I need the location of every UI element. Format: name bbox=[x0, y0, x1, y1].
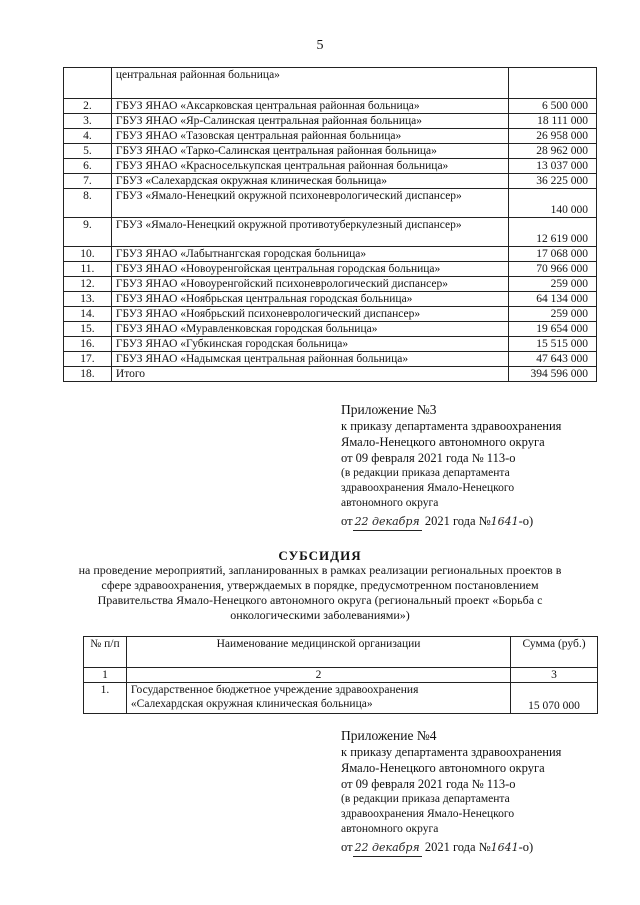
row-num: 18. bbox=[64, 367, 112, 382]
row-name: ГБУЗ ЯНАО «Ноябрьский психоневрологический диспансер» bbox=[111, 307, 508, 322]
row-sum: 36 225 000 bbox=[508, 174, 596, 189]
appendix-4-line: к приказу департамента здравоохранения bbox=[341, 745, 562, 759]
appendix-3-line: к приказу департамента здравоохранения bbox=[341, 419, 562, 433]
table-row bbox=[64, 174, 597, 189]
row-num: 11. bbox=[64, 262, 112, 277]
row-name: ГБУЗ ЯНАО «Лабытнангская городская больница» bbox=[111, 247, 508, 262]
table-body bbox=[64, 68, 597, 382]
handwritten-date: 22 декабря bbox=[353, 514, 422, 531]
row-sum: 18 111 000 bbox=[508, 114, 596, 129]
appendix-3-line: автономного округа bbox=[341, 497, 439, 509]
row-name: ГБУЗ ЯНАО «Губкинская городская больница» bbox=[111, 337, 508, 352]
date-mid: 2021 года № bbox=[424, 514, 491, 528]
date-suffix: -о) bbox=[518, 840, 534, 854]
table-row bbox=[64, 337, 597, 352]
row-name: ГБУЗ «Ямало-Ненецкий окружной противотуберкулезный диспансер» bbox=[111, 218, 508, 247]
subsidy-description-line: онкологическими заболеваниями») bbox=[230, 608, 410, 622]
appendix-3-line: (в редакции приказа департамента bbox=[341, 467, 510, 479]
table-row bbox=[64, 247, 597, 262]
appendix-3-date bbox=[341, 513, 561, 531]
row-sum: 15 070 000 bbox=[511, 683, 598, 714]
row-sum: 13 037 000 bbox=[508, 159, 596, 174]
subsidy-heading: СУБСИДИЯ bbox=[278, 548, 362, 563]
handwritten-number: 1641 bbox=[490, 515, 519, 528]
table-header-row bbox=[84, 637, 598, 668]
row-num: 8. bbox=[64, 189, 112, 218]
row-sum: 70 966 000 bbox=[508, 262, 596, 277]
appendix-3-block bbox=[341, 402, 561, 531]
table-row bbox=[64, 159, 597, 174]
header-sum: Сумма (руб.) bbox=[511, 637, 598, 668]
table-row bbox=[64, 307, 597, 322]
table-row bbox=[64, 114, 597, 129]
row-sum: 17 068 000 bbox=[508, 247, 596, 262]
row-num: 4. bbox=[64, 129, 112, 144]
row-num: 10. bbox=[64, 247, 112, 262]
row-num: 7. bbox=[64, 174, 112, 189]
row-sum: 12 619 000 bbox=[508, 218, 596, 247]
row-sum: 19 654 000 bbox=[508, 322, 596, 337]
row-sum: 26 958 000 bbox=[508, 129, 596, 144]
row-num: 6. bbox=[64, 159, 112, 174]
subsidy-table-continued bbox=[63, 67, 597, 382]
date-mid: 2021 года № bbox=[424, 840, 491, 854]
row-name: ГБУЗ ЯНАО «Новоуренгойский психоневрологический диспансер» bbox=[111, 277, 508, 292]
table-row bbox=[64, 262, 597, 277]
row-num: 14. bbox=[64, 307, 112, 322]
table-row bbox=[64, 322, 597, 337]
row-num: 15. bbox=[64, 322, 112, 337]
handwritten-date: 22 декабря bbox=[353, 840, 422, 857]
row-sum: 140 000 bbox=[508, 189, 596, 218]
subsidy-description-line: на проведение мероприятий, запланированных в рамках реализации региональных проектов в bbox=[78, 563, 562, 577]
appendix-4-block bbox=[341, 728, 561, 857]
appendix-4-line: Ямало-Ненецкого автономного округа bbox=[341, 761, 545, 775]
appendix-3-line: Ямало-Ненецкого автономного округа bbox=[341, 435, 545, 449]
subsidy-heading-block bbox=[30, 548, 610, 623]
appendix-4-line: здравоохранения Ямало-Ненецкого bbox=[341, 808, 515, 820]
subsidy-description-line: Правительства Ямало-Ненецкого автономного округа (региональный проект «Борьба с bbox=[97, 593, 543, 607]
row-num: 3. bbox=[64, 114, 112, 129]
index-cell: 2 bbox=[126, 668, 510, 683]
header-name: Наименование медицинской организации bbox=[126, 637, 510, 668]
row-sum: 64 134 000 bbox=[508, 292, 596, 307]
table-row bbox=[84, 683, 598, 714]
subsidy-table-appendix-3 bbox=[83, 636, 598, 714]
table-row bbox=[64, 367, 597, 382]
appendix-4-date bbox=[341, 839, 561, 857]
table-row bbox=[64, 189, 597, 218]
row-name-line: «Салехардская окружная клиническая больница» bbox=[130, 698, 373, 710]
row-num bbox=[64, 68, 112, 99]
date-suffix: -о) bbox=[518, 514, 534, 528]
index-cell: 1 bbox=[84, 668, 127, 683]
row-name: ГБУЗ «Ямало-Ненецкий окружной психоневрологический диспансер» bbox=[111, 189, 508, 218]
row-sum: 394 596 000 bbox=[508, 367, 596, 382]
appendix-4-line: автономного округа bbox=[341, 823, 439, 835]
row-name: ГБУЗ ЯНАО «Надымская центральная районная больница» bbox=[111, 352, 508, 367]
row-num: 9. bbox=[64, 218, 112, 247]
row-name: ГБУЗ ЯНАО «Красноселькупская центральная районная больница» bbox=[111, 159, 508, 174]
row-name: Итого bbox=[111, 367, 508, 382]
table-row bbox=[64, 352, 597, 367]
table-row bbox=[64, 277, 597, 292]
row-name: ГБУЗ ЯНАО «Муравленковская городская больница» bbox=[111, 322, 508, 337]
table-row bbox=[64, 99, 597, 114]
row-name: ГБУЗ ЯНАО «Новоуренгойская центральная городская больница» bbox=[111, 262, 508, 277]
row-name: ГБУЗ ЯНАО «Ноябрьская центральная городская больница» bbox=[111, 292, 508, 307]
index-cell: 3 bbox=[511, 668, 598, 683]
row-name-line: Государственное бюджетное учреждение здравоохранения bbox=[130, 684, 419, 696]
row-num: 16. bbox=[64, 337, 112, 352]
table-row bbox=[64, 144, 597, 159]
table-row bbox=[64, 292, 597, 307]
row-num: 1. bbox=[84, 683, 127, 714]
page-number: 5 bbox=[316, 38, 324, 53]
row-name bbox=[126, 683, 510, 714]
row-name: центральная районная больница» bbox=[111, 68, 508, 99]
date-prefix: от bbox=[341, 514, 353, 528]
appendix-4-title: Приложение №4 bbox=[341, 728, 437, 743]
header-num: № п/п bbox=[84, 637, 127, 668]
row-sum: 6 500 000 bbox=[508, 99, 596, 114]
row-num: 12. bbox=[64, 277, 112, 292]
row-name: ГБУЗ ЯНАО «Тарко-Салинская центральная районная больница» bbox=[111, 144, 508, 159]
row-sum: 259 000 bbox=[508, 307, 596, 322]
row-num: 5. bbox=[64, 144, 112, 159]
appendix-4-line: (в редакции приказа департамента bbox=[341, 793, 510, 805]
handwritten-number: 1641 bbox=[490, 841, 519, 854]
row-sum: 259 000 bbox=[508, 277, 596, 292]
appendix-3-line: здравоохранения Ямало-Ненецкого bbox=[341, 482, 515, 494]
row-num: 17. bbox=[64, 352, 112, 367]
row-sum: 28 962 000 bbox=[508, 144, 596, 159]
appendix-3-title: Приложение №3 bbox=[341, 402, 437, 417]
date-prefix: от bbox=[341, 840, 353, 854]
row-sum: 15 515 000 bbox=[508, 337, 596, 352]
table-row bbox=[64, 218, 597, 247]
row-name: ГБУЗ ЯНАО «Аксарковская центральная районная больница» bbox=[111, 99, 508, 114]
row-num: 2. bbox=[64, 99, 112, 114]
row-name: ГБУЗ «Салехардская окружная клиническая больница» bbox=[111, 174, 508, 189]
table-row bbox=[64, 68, 597, 99]
subsidy-description-line: сфере здравоохранения, утверждаемых в порядке, предусмотренном постановлением bbox=[101, 578, 539, 592]
appendix-4-line: от 09 февраля 2021 года № 113-о bbox=[341, 777, 516, 791]
row-sum bbox=[508, 68, 596, 99]
row-sum: 47 643 000 bbox=[508, 352, 596, 367]
table-row bbox=[64, 129, 597, 144]
appendix-3-line: от 09 февраля 2021 года № 113-о bbox=[341, 451, 516, 465]
table-index-row bbox=[84, 668, 598, 683]
row-num: 13. bbox=[64, 292, 112, 307]
row-name: ГБУЗ ЯНАО «Яр-Салинская центральная районная больница» bbox=[111, 114, 508, 129]
row-name: ГБУЗ ЯНАО «Тазовская центральная районная больница» bbox=[111, 129, 508, 144]
